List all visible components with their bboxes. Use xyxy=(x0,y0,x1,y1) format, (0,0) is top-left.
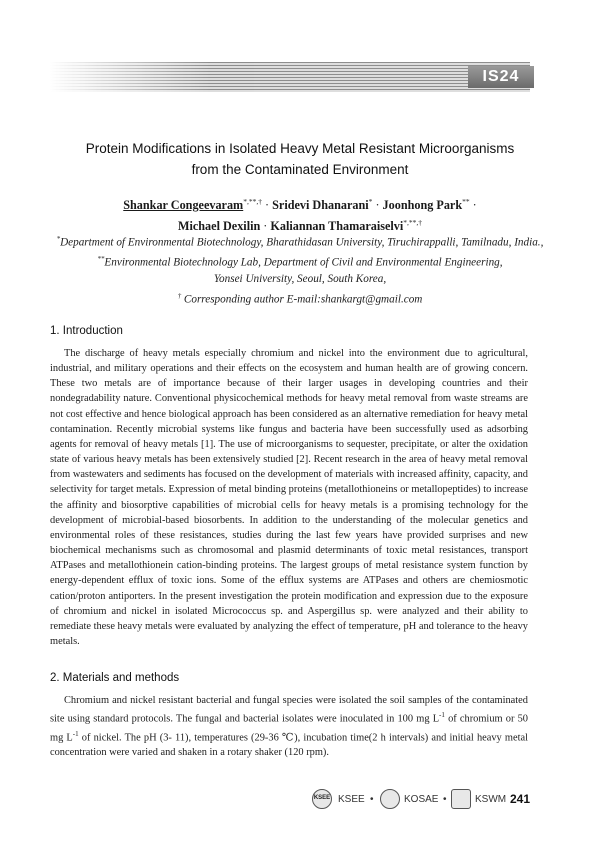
affiliation-1: Department of Environmental Biotechnology, Bharathidasan University, Tiruchirappalli, Tamilnadu, India., xyxy=(60,236,544,249)
author-3-mark: ** xyxy=(462,197,470,206)
affiliations: *Department of Environmental Biotechnology, Bharathidasan University, Tiruchirappalli, Tamilnadu, India., **Environmental Biotechnology Lab, Department of Civil and Environmental Engineering, Yonsei University, Seoul, South Korea, † Corresponding author E-mail:shankargt@gmail.com xyxy=(40,231,560,308)
session-badge: IS24 xyxy=(468,66,534,88)
author-1-mark: *,**,† xyxy=(243,197,262,206)
kswm-logo-icon xyxy=(451,789,471,809)
author-2: Sridevi Dhanarani xyxy=(272,198,369,213)
page-number: 241 xyxy=(510,792,531,806)
author-5-mark: *,**,† xyxy=(403,218,423,228)
footer: KSEE KSEE • KOSAE • KSWM 241 xyxy=(298,787,538,813)
affiliation-3: Yonsei University, Seoul, South Korea, xyxy=(213,273,387,286)
author-4: Michael Dexilin xyxy=(177,219,261,234)
author-list: Shankar Congeevaram*,**,† · Sridevi Dhanarani* · Joonhong Park** · Michael Dexilin · Kaliannan Thamaraiselvi*,**,† xyxy=(123,197,477,234)
author-2-mark: * xyxy=(368,197,373,206)
kosae-label: KOSAE xyxy=(404,794,439,805)
affiliation-2: Environmental Biotechnology Lab, Department of Civil and Environmental Engineering, xyxy=(104,256,503,269)
author-5: Kaliannan Thamaraiselvi xyxy=(270,219,404,234)
section-heading-methods: 2. Materials and methods xyxy=(50,672,180,684)
kosae-logo-icon xyxy=(380,789,400,809)
ksee-logo: KSEE xyxy=(312,789,332,809)
title-line-1: Protein Modifications in Isolated Heavy Metal Resistant Microorganisms xyxy=(85,141,515,156)
author-3: Joonhong Park xyxy=(382,198,463,213)
kswm-label: KSWM xyxy=(475,794,507,805)
introduction-paragraph: The discharge of heavy metals especially chromium and nickel into the environment due to agricultural, industrial, and military operations and their effects on the ecosystem and human health are of growing concern. These two metals are of importance because of their larger usages in developing countries and their nondegradability nature. Conventional physicochemical methods for heavy metal removal from waste streams are not cost effective and hence biological approach has been considered as an alternative remediation for heavy metal contamination. Recently microbial systems like fungus and bacteria have been successfully used as adsorbing agents for removal of heavy metals [1]. The use of microorganisms to sequester, precipitate, or alter the oxidation state of various heavy metals has been extensively studied [2]. Recent research in the area of heavy metal removal from wastewaters and sediments has focused on the development of materials with increased affinity, capacity, and selectivity for target metals. Expression of metal binding proteins (metallothioneins or metallopeptides) to increase the affinity and biosorptive capabilities of microbial cells for heavy metals is a promising technology for the development of microbial-based biosorbents. In addition to the understanding of the molecular genetics and environmental roles of these resistances, studies during the last few years have provided surprises and new biochemical mechanisms such as chromosomal and plasmid determinants of toxic metal resistances, transport ATPases and metallothionein cation-binding proteins. The largest groups of metal resistance system function by energy-dependent efflux of toxic ions. Some of the efflux systems are ATPases and others are chemiosmotic cation/proton antiporters. In the present investigation the protein modification and expression due to the exposure of chromium and nickel in isolated Micrococcus sp. and Aspergillus sp. were analyzed and their ability to remediate these heavy metals were evaluated by analyzing the effect of temperature, pH and tolerance to the heavy metals. xyxy=(50,348,528,647)
paper-title xyxy=(40,138,560,180)
methods-paragraph: Chromium and nickel resistant bacterial and fungal species were isolated the soil samples of the contaminated site using standard protocols. The fungal and bacterial isolates were inoculated in 100 mg $L^{-1}$ of chromium or 50 mg $L^{-1}$ of nickel. The pH (3- 11), temperatures (29-36 ℃), incubation time(2 h intervals) and initial heavy metal concentration were varied and shaken in a rotary shaker (120 rpm). xyxy=(50,695,528,759)
title-line-2: from the Contaminated Environment xyxy=(191,162,409,177)
section-heading-introduction: 1. Introduction xyxy=(50,325,123,337)
author-1: Shankar Congeevaram xyxy=(123,198,244,213)
ksee-label: KSEE xyxy=(338,794,365,805)
header-band xyxy=(50,62,530,92)
corresponding-author: Corresponding author E-mail:shankargt@gmail.com xyxy=(181,293,423,306)
